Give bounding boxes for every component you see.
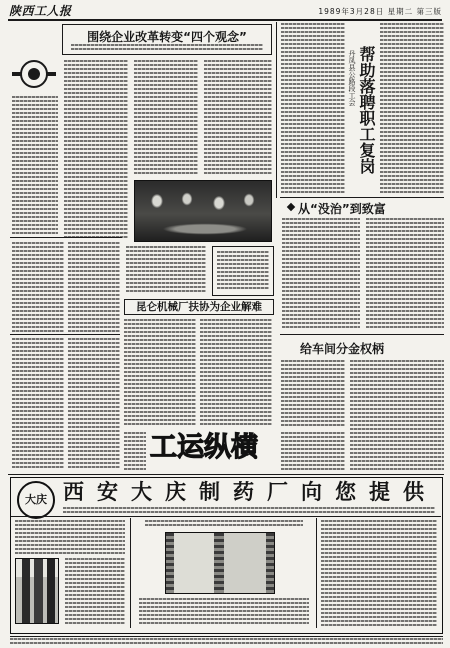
- ad-left-section: [15, 518, 127, 628]
- ad-divider: [11, 516, 441, 517]
- workers-meeting-photo: [134, 180, 272, 242]
- body-text-column: [12, 96, 58, 234]
- main-headline-box: [62, 24, 272, 55]
- jinquan-headline: 给车间分金权柄: [300, 342, 385, 356]
- ad-block: [10, 477, 443, 634]
- masthead-rule: [8, 19, 442, 21]
- kunlun-headline: 昆仑机械厂扶协为企业解难: [124, 299, 274, 315]
- medicine-bottles-photo: [15, 558, 59, 624]
- body-text-column: [134, 60, 198, 176]
- body-text-column: [126, 246, 206, 294]
- section-rule: [280, 334, 444, 335]
- body-text-column: [204, 60, 272, 176]
- ad-body-text: [321, 520, 437, 626]
- body-text-column: [366, 218, 444, 330]
- body-text-column: [281, 23, 345, 193]
- diamond-bullet-icon: [287, 203, 295, 211]
- vertical-headline: 帮助落聘职工复岗: [357, 46, 376, 174]
- medicine-boxes-photo: [165, 532, 275, 594]
- dateline: 1989年3月28日 星期二 第三版: [318, 7, 442, 16]
- main-headline: 围绕企业改革转变“四个观念”: [87, 30, 247, 44]
- section-rule: [10, 334, 120, 335]
- body-text-column: [64, 60, 128, 238]
- body-text-column: [124, 319, 196, 427]
- body-text-column: [12, 338, 64, 470]
- ad-body-text: [65, 558, 125, 624]
- body-text-column: [68, 338, 120, 470]
- daqing-logo-icon: 大庆: [17, 481, 55, 519]
- ad-body-text: [145, 520, 303, 528]
- masthead-logo: 陕西工人报: [9, 4, 72, 18]
- ad-body-text: [139, 598, 309, 626]
- body-text-column: [217, 251, 269, 291]
- footer-rule: [10, 636, 443, 637]
- section-rule: [10, 237, 122, 238]
- ad-subline-text: [63, 507, 435, 513]
- main-subheadline-text: [71, 44, 263, 52]
- ad-title: 西安大庆制药厂向您提供: [63, 480, 437, 504]
- section-rule: [280, 197, 444, 198]
- body-text-column: [350, 360, 444, 470]
- vertical-kicker: 丹凤县公路段工会: [348, 50, 356, 106]
- body-text-column: [68, 242, 120, 332]
- footer-imprint-text: [10, 638, 443, 644]
- body-text-column: [281, 432, 345, 470]
- ad-body-text: [15, 520, 125, 554]
- body-text-column: [282, 218, 360, 330]
- ad-right-section: [321, 518, 439, 628]
- body-text-column: [12, 242, 64, 332]
- boxed-brief: [212, 246, 274, 296]
- ad-middle-section: [135, 518, 313, 628]
- body-text-column: [124, 432, 146, 470]
- ad-divider: [316, 518, 317, 628]
- column-title: 工运纵横: [150, 432, 258, 463]
- body-text-column: [200, 319, 272, 427]
- body-text-column: [281, 360, 345, 428]
- body-text-column: [380, 23, 444, 195]
- union-emblem-icon: [12, 58, 56, 92]
- ad-top-rule: [8, 474, 444, 475]
- ad-divider: [130, 518, 131, 628]
- column-rule: [276, 22, 277, 198]
- zhifu-headline: 从“没治”到致富: [298, 202, 386, 216]
